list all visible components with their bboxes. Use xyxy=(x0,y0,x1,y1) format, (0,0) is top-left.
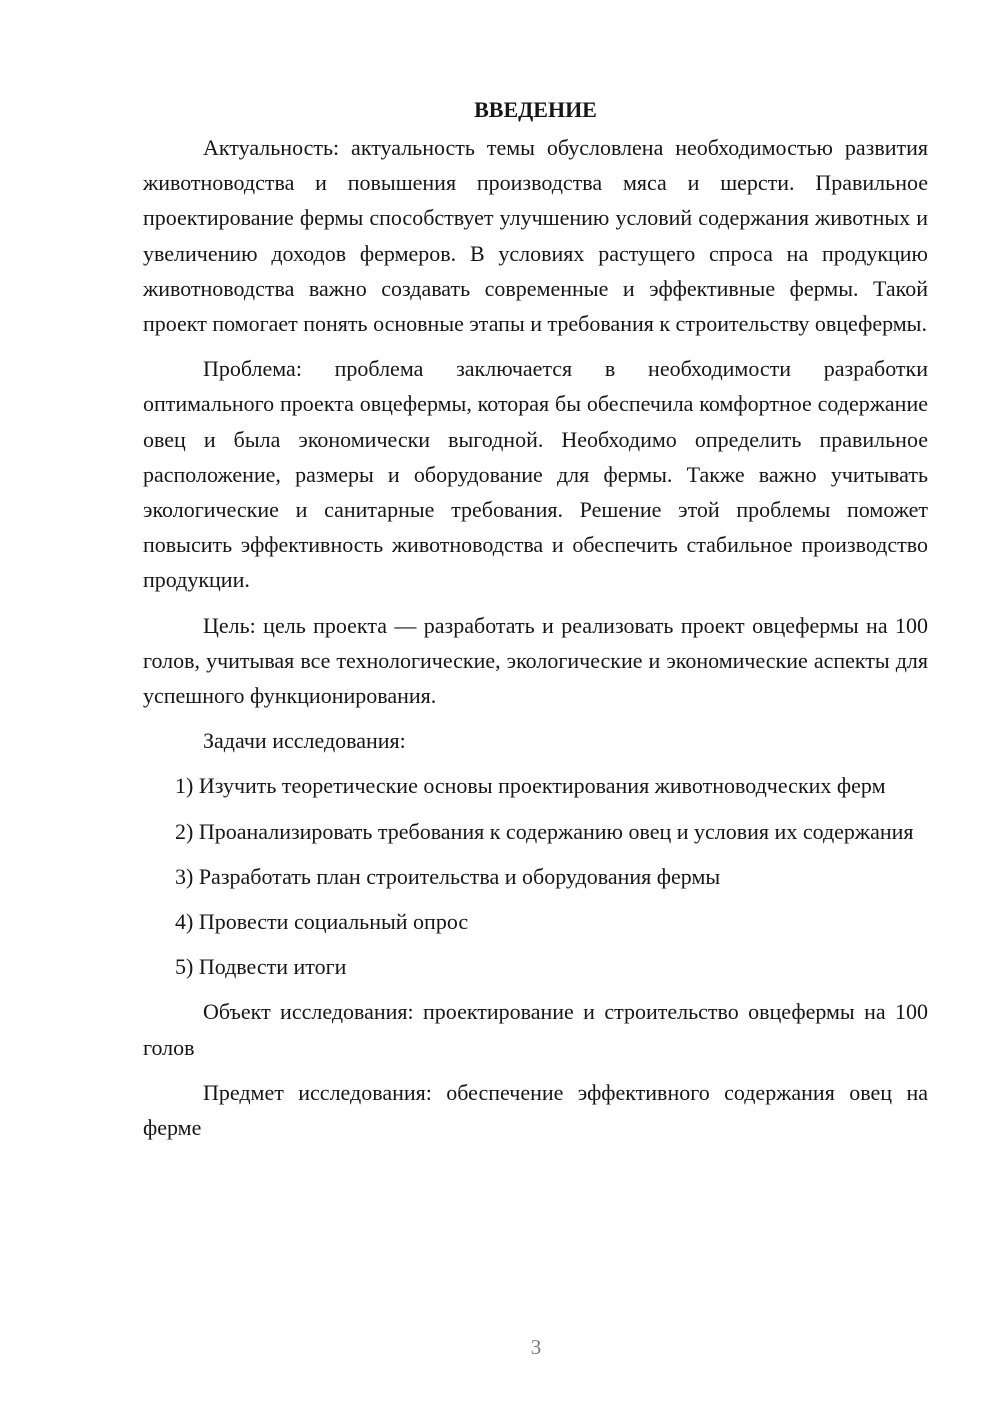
tasks-list xyxy=(143,768,928,984)
paragraph-relevance: Актуальность: актуальность темы обусловлена необходимостью развития животноводства и повышения производства мяса и шерсти. Правильное проектирование фермы способствует улучшению условий содержания животных и увеличению доходов фермеров. В условиях растущего спроса на продукцию животноводства важно создавать современные и эффективные фермы. Такой проект помогает понять основные этапы и требования к строительству овцефермы. xyxy=(143,135,928,337)
list-item-task-5: 5) Подвести итоги xyxy=(175,954,347,980)
paragraph-object: Объект исследования: проектирование и строительство овцефермы на 100 голов xyxy=(143,999,928,1060)
list-item-task-1: 1) Изучить теоретические основы проектирования животноводческих ферм xyxy=(175,773,886,799)
list-item-task-4: 4) Провести социальный опрос xyxy=(175,909,469,935)
paragraph-problem: Проблема: проблема заключается в необходимости разработки оптимального проекта овцефермы, которая бы обеспечила комфортное содержание овец и была экономически выгодной. Необходимо определить правильное расположение, размеры и оборудование для фермы. Также важно учитывать экологические и санитарные требования. Решение этой проблемы поможет повысить эффективность животноводства и обеспечить стабильное производство продукции. xyxy=(143,356,928,593)
page-title: ВВЕДЕНИЕ xyxy=(474,97,597,122)
page-number: 3 xyxy=(530,1335,542,1359)
tasks-heading: Задачи исследования: xyxy=(203,728,406,754)
paragraph-goal: Цель: цель проекта — разработать и реализовать проект овцефермы на 100 голов, учитывая все технологические, экологические и экономические аспекты для успешного функционирования. xyxy=(143,612,928,709)
list-item-task-3: 3) Разработать план строительства и оборудования фермы xyxy=(175,863,721,889)
list-item-task-2: 2) Проанализировать требования к содержанию овец и условия их содержания xyxy=(175,818,914,844)
document-page xyxy=(143,92,928,1155)
paragraph-subject: Предмет исследования: обеспечение эффективного содержания овец на ферме xyxy=(143,1079,928,1141)
